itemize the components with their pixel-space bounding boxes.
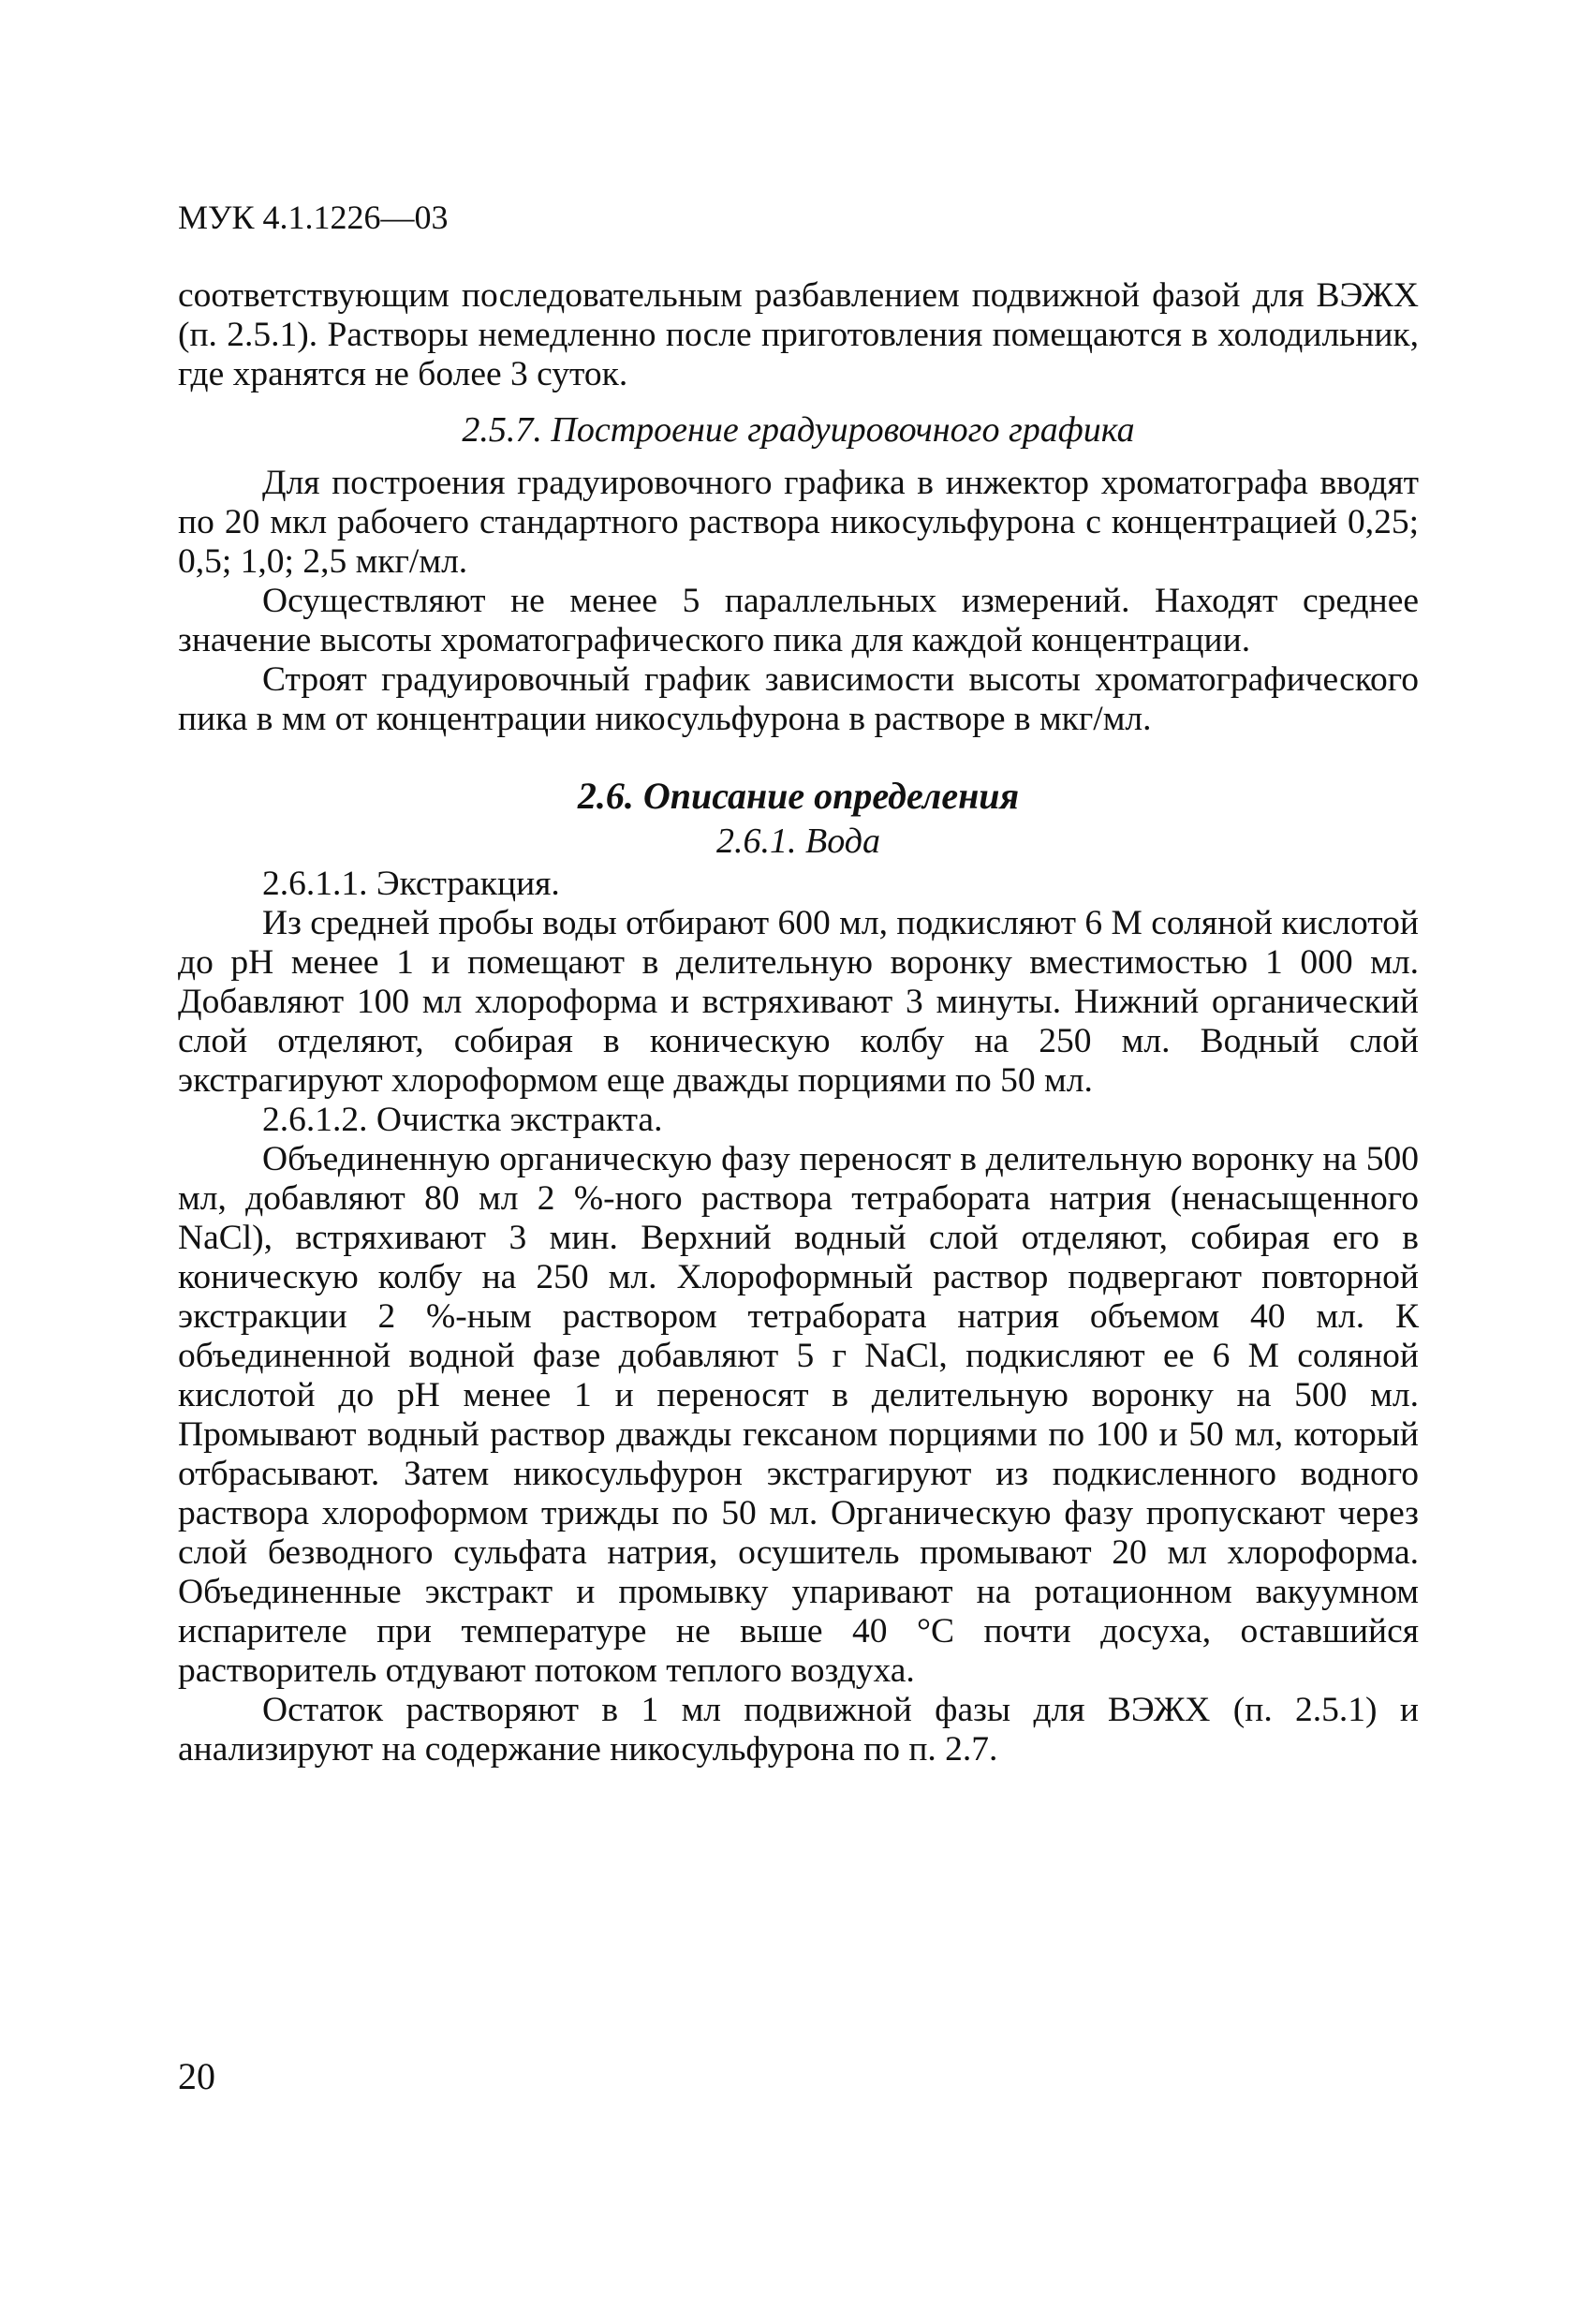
- document-code-header: МУК 4.1.1226—03: [178, 199, 449, 236]
- paragraph-continuation: соответствующим последовательным разбавлением подвижной фазой для ВЭЖХ (п. 2.5.1). Растворы немедленно после приготовления помещаются в холодильник, где хранятся не более 3 суток.: [178, 276, 1419, 393]
- page-body: [178, 276, 1419, 1769]
- paragraph-calibration-graph: Строят градуировочный график зависимости высоты хроматографического пика в мм от концентрации никосульфурона в растворе в мкг/мл.: [178, 660, 1419, 738]
- paragraph-calibration-injection: Для построения градуировочного графика в инжектор хроматографа вводят по 20 мкл рабочего стандартного раствора никосульфурона с концентрацией 0,25; 0,5; 1,0; 2,5 мкг/мл.: [178, 464, 1419, 581]
- heading-2-6-1-2-cleanup: 2.6.1.2. Очистка экстракта.: [262, 1101, 663, 1139]
- paragraph-extract-cleanup: Объединенную органическую фазу переносят в делительную воронку на 500 мл, добавляют 80 мл 2 %-ного раствора тетрабората натрия (ненасыщенного NaCl), встряхивают 3 мин. Верхний водный слой отделяют, собирая его в коническую колбу на 250 мл. Хлороформный раствор подвергают повторной экстракции 2 %-ным раствором тетрабората натрия объемом 40 мл. К объединенной водной фазе добавляют 5 г NaCl, подкисляют ее 6 М соляной кислотой до pH менее 1 и переносят в делительную воронку на 500 мл. Промывают водный раствор дважды гексаном порциями по 100 и 50 мл, который отбрасывают. Затем никосульфурон экстрагируют из подкисленного водного раствора хлороформом трижды по 50 мл. Органическую фазу пропускают через слой безводного сульфата натрия, осушитель промывают 20 мл хлороформа. Объединенные экстракт и промывку упаривают на ротационном вакуумном испарителе при температуре не выше 40 °С почти досуха, оставшийся растворитель отдувают потоком теплого воздуха.: [178, 1140, 1419, 1690]
- section-heading-2-6-1: 2.6.1. Вода: [716, 822, 880, 861]
- paragraph-extraction: Из средней пробы воды отбирают 600 мл, подкисляют 6 М соляной кислотой до pH менее 1 и помещают в делительную воронку вместимостью 1 000 мл. Добавляют 100 мл хлороформа и встряхивают 3 минуты. Нижний органический слой отделяют, собирая в коническую колбу на 250 мл. Водный слой экстрагируют хлороформом еще дважды порциями по 50 мл.: [178, 904, 1419, 1100]
- paragraph-parallel-measurements: Осуществляют не менее 5 параллельных измерений. Находят среднее значение высоты хроматографического пика для каждой концентрации.: [178, 582, 1419, 659]
- heading-2-6-1-1-extraction: 2.6.1.1. Экстракция.: [262, 865, 560, 903]
- page-number: 20: [178, 2055, 215, 2097]
- section-heading-2-6: 2.6. Описание определения: [577, 775, 1020, 817]
- paragraph-residue-analysis: Остаток растворяют в 1 мл подвижной фазы для ВЭЖХ (п. 2.5.1) и анализируют на содержание никосульфурона по п. 2.7.: [178, 1691, 1419, 1769]
- document-page: [178, 169, 1419, 2286]
- section-heading-2-5-7: 2.5.7. Построение градуировочного графика: [462, 410, 1135, 450]
